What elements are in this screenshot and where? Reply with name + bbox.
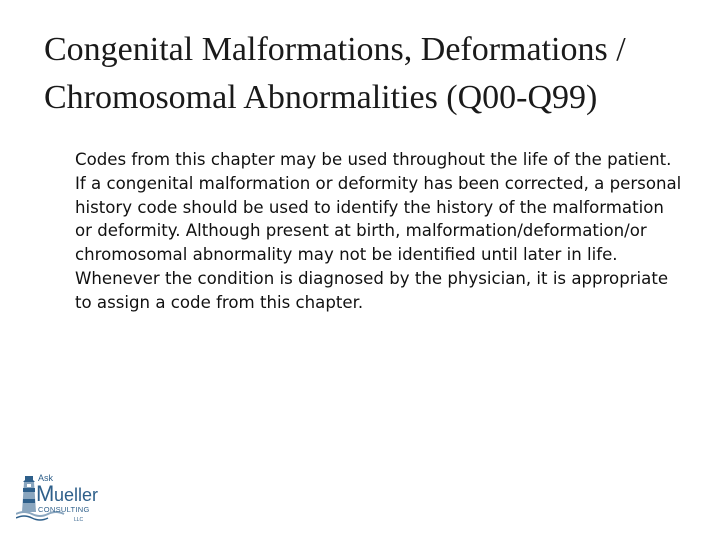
slide-body-text: Codes from this chapter may be used throughout the life of the patient. If a congenital malformation or deformity has been corrected, a personal history code should be used to identify the history of the malformation or deformity. Although present at birth, malformation/deformation/or chromosomal abnormality may not be identified until later in life. Whenever the condition is diagnosed by the physician, it is appropriate to assign a code from this chapter. (75, 150, 682, 312)
logo-name-text: ueller (54, 485, 99, 505)
company-logo (16, 468, 126, 532)
slide-title: Congenital Malformations, Deformations / Chromosomal Abnormalities (Q00-Q99) (44, 31, 626, 116)
logo-consulting-text: CONSULTING (38, 505, 90, 514)
logo-initial-text: M (36, 481, 55, 506)
lighthouse-logo-icon (16, 468, 126, 532)
logo-suffix-text: LLC (74, 517, 84, 523)
logo-ask-text: Ask (38, 473, 54, 483)
